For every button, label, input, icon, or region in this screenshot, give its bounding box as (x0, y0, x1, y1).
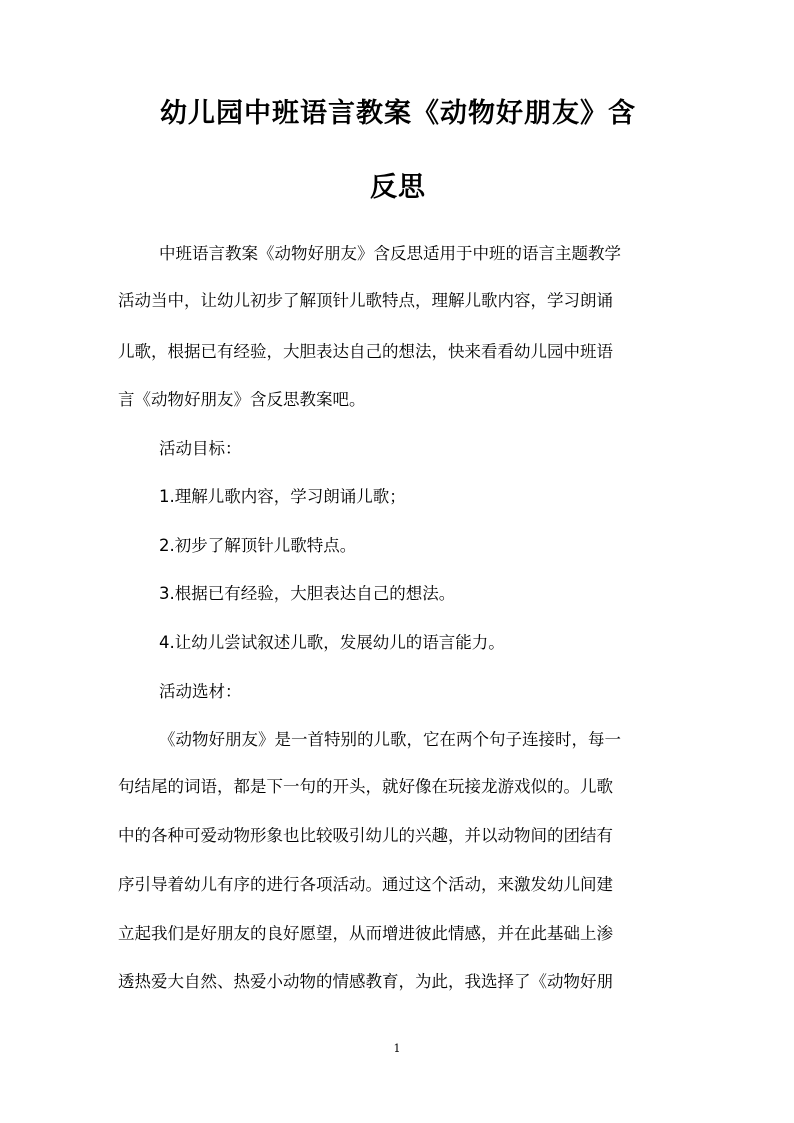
materials-line: 序引导着幼儿有序的进行各项活动。通过这个活动，来激发幼儿间建 (118, 875, 613, 894)
goal-item: 1.理解儿歌内容，学习朗诵儿歌； (159, 487, 406, 506)
materials-heading: 活动选材： (159, 682, 242, 701)
document-title-line-1: 幼儿园中班语言教案《动物好朋友》含 (160, 98, 636, 129)
page-number: 1 (393, 1042, 401, 1055)
materials-line: 《动物好朋友》是一首特别的儿歌，它在两个句子连接时，每一 (159, 730, 621, 749)
goal-item: 3.根据已有经验，大胆表达自己的想法。 (159, 584, 456, 603)
document-title-line-2: 反思 (370, 172, 426, 203)
materials-line: 立起我们是好朋友的良好愿望，从而增进彼此情感，并在此基础上渗 (118, 924, 613, 943)
intro-line: 儿歌，根据已有经验，大胆表达自己的想法，快来看看幼儿园中班语 (118, 342, 613, 361)
goal-item: 4.让幼儿尝试叙述儿歌，发展幼儿的语言能力。 (159, 633, 505, 652)
intro-line: 言《动物好朋友》含反思教案吧。 (118, 390, 366, 409)
materials-line: 透热爱大自然、热爱小动物的情感教育，为此，我选择了《动物好朋 (118, 972, 613, 991)
materials-line: 句结尾的词语，都是下一句的开头，就好像在玩接龙游戏似的。儿歌 (118, 777, 613, 796)
goal-item: 2.初步了解顶针儿歌特点。 (159, 536, 357, 555)
intro-line: 中班语言教案《动物好朋友》含反思适用于中班的语言主题教学 (159, 244, 621, 263)
intro-line: 活动当中，让幼儿初步了解顶针儿歌特点，理解儿歌内容，学习朗诵 (118, 291, 613, 310)
goals-heading: 活动目标： (159, 439, 242, 458)
materials-line: 中的各种可爱动物形象也比较吸引幼儿的兴趣，并以动物间的团结有 (118, 826, 613, 845)
